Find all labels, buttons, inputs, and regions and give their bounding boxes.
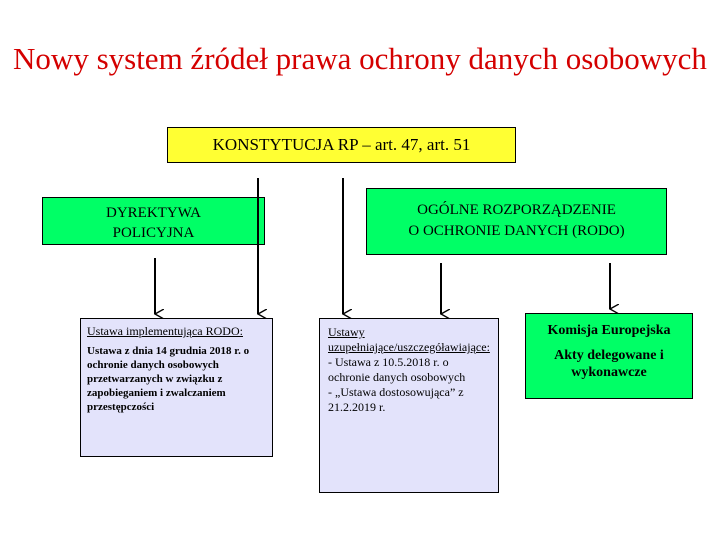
ustawy-uzupelniajace-item-2: - „Ustawa dostosowująca” z 21.2.2019 r.	[328, 385, 464, 414]
ustawa-implementujaca-heading: Ustawa implementująca RODO:	[87, 324, 243, 338]
dyrektywa-line2: POLICYJNA	[112, 225, 195, 241]
komisja-line1: Komisja Europejska	[547, 323, 671, 338]
konstytucja-box: KONSTYTUCJA RP – art. 47, art. 51	[167, 127, 516, 163]
rodo-line1: OGÓLNE ROZPORZĄDZENIE	[417, 202, 616, 218]
komisja-line2: Akty delegowane i wykonawcze	[554, 348, 664, 380]
ustawy-uzupelniajace-item-1: - Ustawa z 10.5.2018 r. o ochronie danych osobowych	[328, 355, 466, 384]
ustawy-uzupelniajace-heading: Ustawy uzupełniające/uszczegóławiające:	[328, 325, 490, 354]
ustawa-implementujaca-body: Ustawa z dnia 14 grudnia 2018 r. o ochronie danych osobowych przetwarzanych w związku z zapobieganiem i zwalczaniem przestępczości	[87, 345, 250, 413]
dyrektywa-line1: DYREKTYWA	[106, 205, 201, 221]
rodo-line2: O OCHRONIE DANYCH (RODO)	[408, 223, 625, 239]
diagram-title: Nowy system źródeł prawa ochrony danych osobowych	[13, 41, 707, 76]
